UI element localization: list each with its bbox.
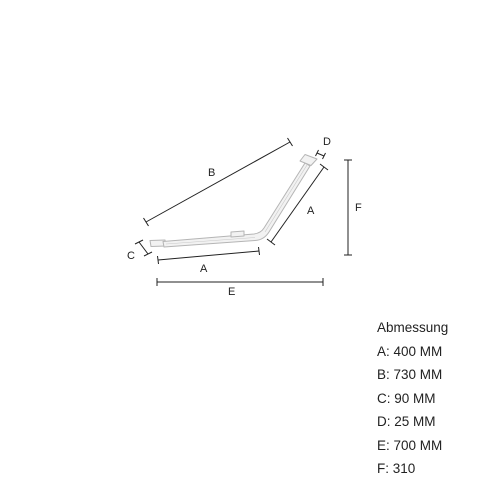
spec-row-b: B: 730 MM — [377, 367, 443, 382]
spec-row-c: C: 90 MM — [377, 390, 436, 406]
label-a-horizontal: A — [200, 263, 208, 275]
label-b: B — [208, 167, 216, 179]
label-d: D — [323, 136, 331, 148]
spec-row-f: F: 310 — [377, 461, 416, 476]
dimension-lines — [135, 138, 352, 286]
dimension-d-line — [317, 153, 324, 156]
dimension-a-horizontal-tick-start — [158, 256, 159, 264]
spec-row-d: D: 25 MM — [377, 414, 436, 429]
dimension-a-horizontal-tick-end — [259, 247, 260, 255]
dimension-a-horizontal-line — [158, 251, 259, 260]
dimension-c-tick-start — [135, 240, 143, 244]
grab-bar-outline — [150, 155, 317, 248]
spec-row-a: A: 400 MM — [377, 343, 443, 359]
dimension-spec-panel — [377, 316, 485, 481]
dimension-a-diagonal-tick-start — [267, 239, 275, 245]
label-f: F — [355, 202, 362, 214]
label-e: E — [228, 286, 236, 298]
dimension-c-tick-end — [144, 252, 152, 256]
bar-clip — [231, 231, 244, 237]
dimension-labels — [127, 136, 362, 298]
spec-row-e: E: 700 MM — [377, 437, 443, 453]
dimension-b-tick-end — [288, 138, 293, 146]
dimension-c-line — [139, 242, 148, 254]
spec-title: Abmessung — [377, 320, 449, 335]
dimension-b-line — [146, 142, 290, 222]
dimension-a-diagonal-tick-end — [320, 164, 328, 170]
top-wall-plate — [300, 155, 317, 166]
label-a-diagonal: A — [307, 205, 315, 217]
dimension-b-tick-start — [144, 218, 149, 226]
label-c: C — [127, 250, 135, 262]
